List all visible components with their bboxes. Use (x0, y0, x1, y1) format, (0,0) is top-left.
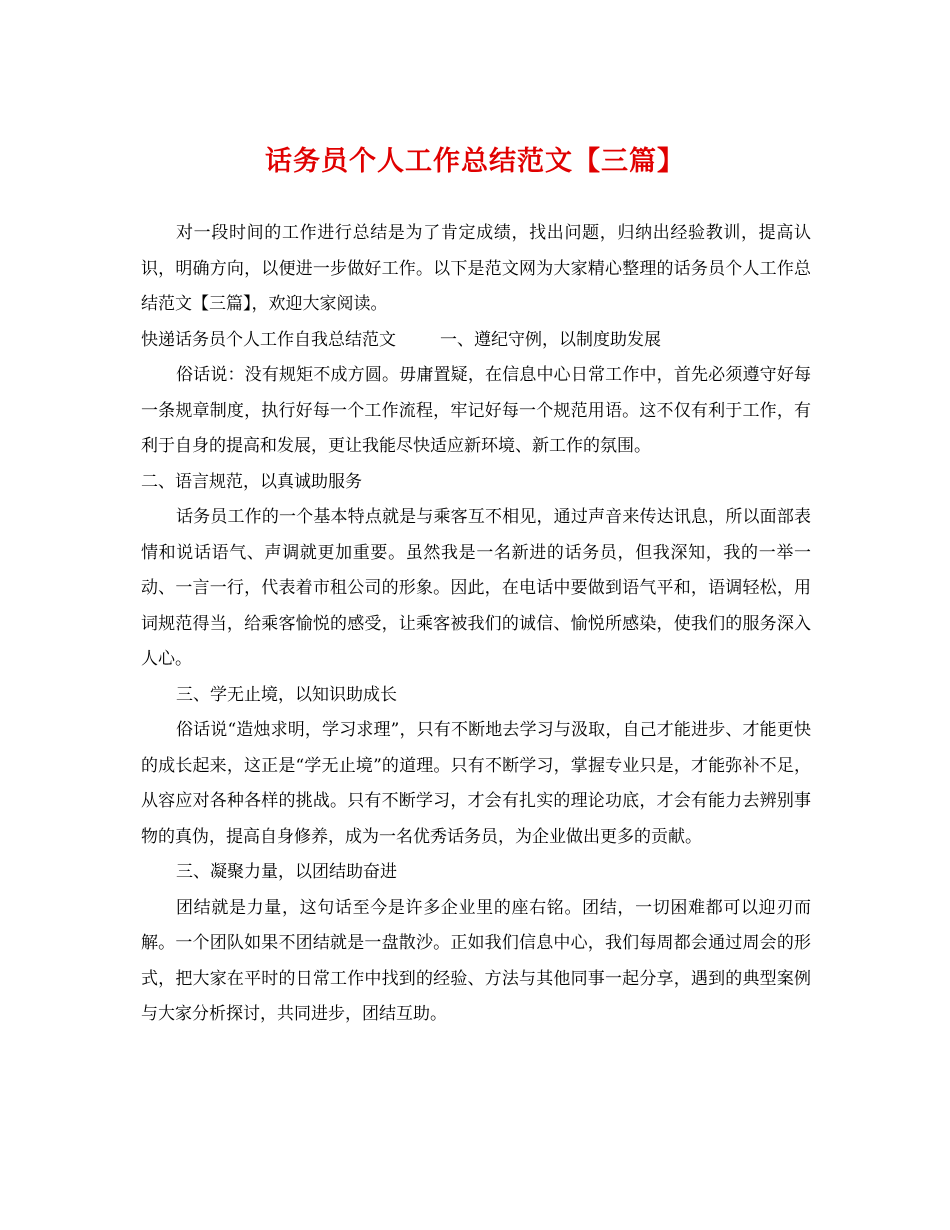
section2-paragraph: 话务员工作的一个基本特点就是与乘客互不相见，通过声音来传达讯息，所以面部表情和说话语气、声调就更加重要。虽然我是一名新进的话务员，但我深知，我的一举一动、一言一行，代表着市租公司的形象。因此，在电话中要做到语气平和，语调轻松，用词规范得当，给乘客愉悦的感受，让乘客被我们的诚信、愉悦所感染，使我们的服务深入人心。 (141, 507, 811, 669)
intro-paragraph: 对一段时间的工作进行总结是为了肯定成绩，找出问题，归纳出经验教训，提高认识，明确方向，以便进一步做好工作。以下是范文网为大家精心整理的话务员个人工作总结范文【三篇】，欢迎大家阅读。 (141, 223, 811, 314)
section1-paragraph: 俗话说：没有规矩不成方圆。毋庸置疑，在信息中心日常工作中，首先必须遵守好每一条规章制度，执行好每一个工作流程，牢记好每一个规范用语。这不仅有利于工作，有利于自身的提高和发展，更让我能尽快适应新环境、新工作的氛围。 (141, 365, 811, 456)
section2-heading: 二、语言规范，以真诚助服务 (141, 471, 362, 492)
section4-heading: 三、凝聚力量，以团结助奋进 (176, 862, 397, 882)
section4-paragraph: 团结就是力量，这句话至今是许多企业里的座右铭。团结，一切困难都可以迎刃而解。一个团队如果不团结就是一盘散沙。正如我们信息中心，我们每周都会通过周会的形式，把大家在平时的日常工作中找到的经验、方法与其他同事一起分享，遇到的典型案例与大家分析探讨，共同进步，团结互助。 (141, 897, 811, 1024)
article-heading-line (141, 323, 811, 359)
section3-heading: 三、学无止境，以知识助成长 (176, 684, 397, 705)
article-heading: 快递话务员个人工作自我总结范文 (141, 329, 396, 350)
section1-heading: 一、遵纪守例，以制度助发展 (440, 329, 661, 350)
document-body (141, 216, 811, 1033)
document-title: 话务员个人工作总结范文【三篇】 (265, 146, 685, 177)
section3-paragraph: 俗话说“造烛求明，学习求理”，只有不断地去学习与汲取，自己才能进步、才能更快的成长起来，这正是“学无止境”的道理。只有不断学习，掌握专业只是，才能弥补不足，从容应对各种各样的挑战。只有不断学习，才会有扎实的理论功底，才会有能力去辨别事物的真伪，提高自身修养，成为一名优秀话务员，为企业做出更多的贡献。 (141, 720, 811, 847)
